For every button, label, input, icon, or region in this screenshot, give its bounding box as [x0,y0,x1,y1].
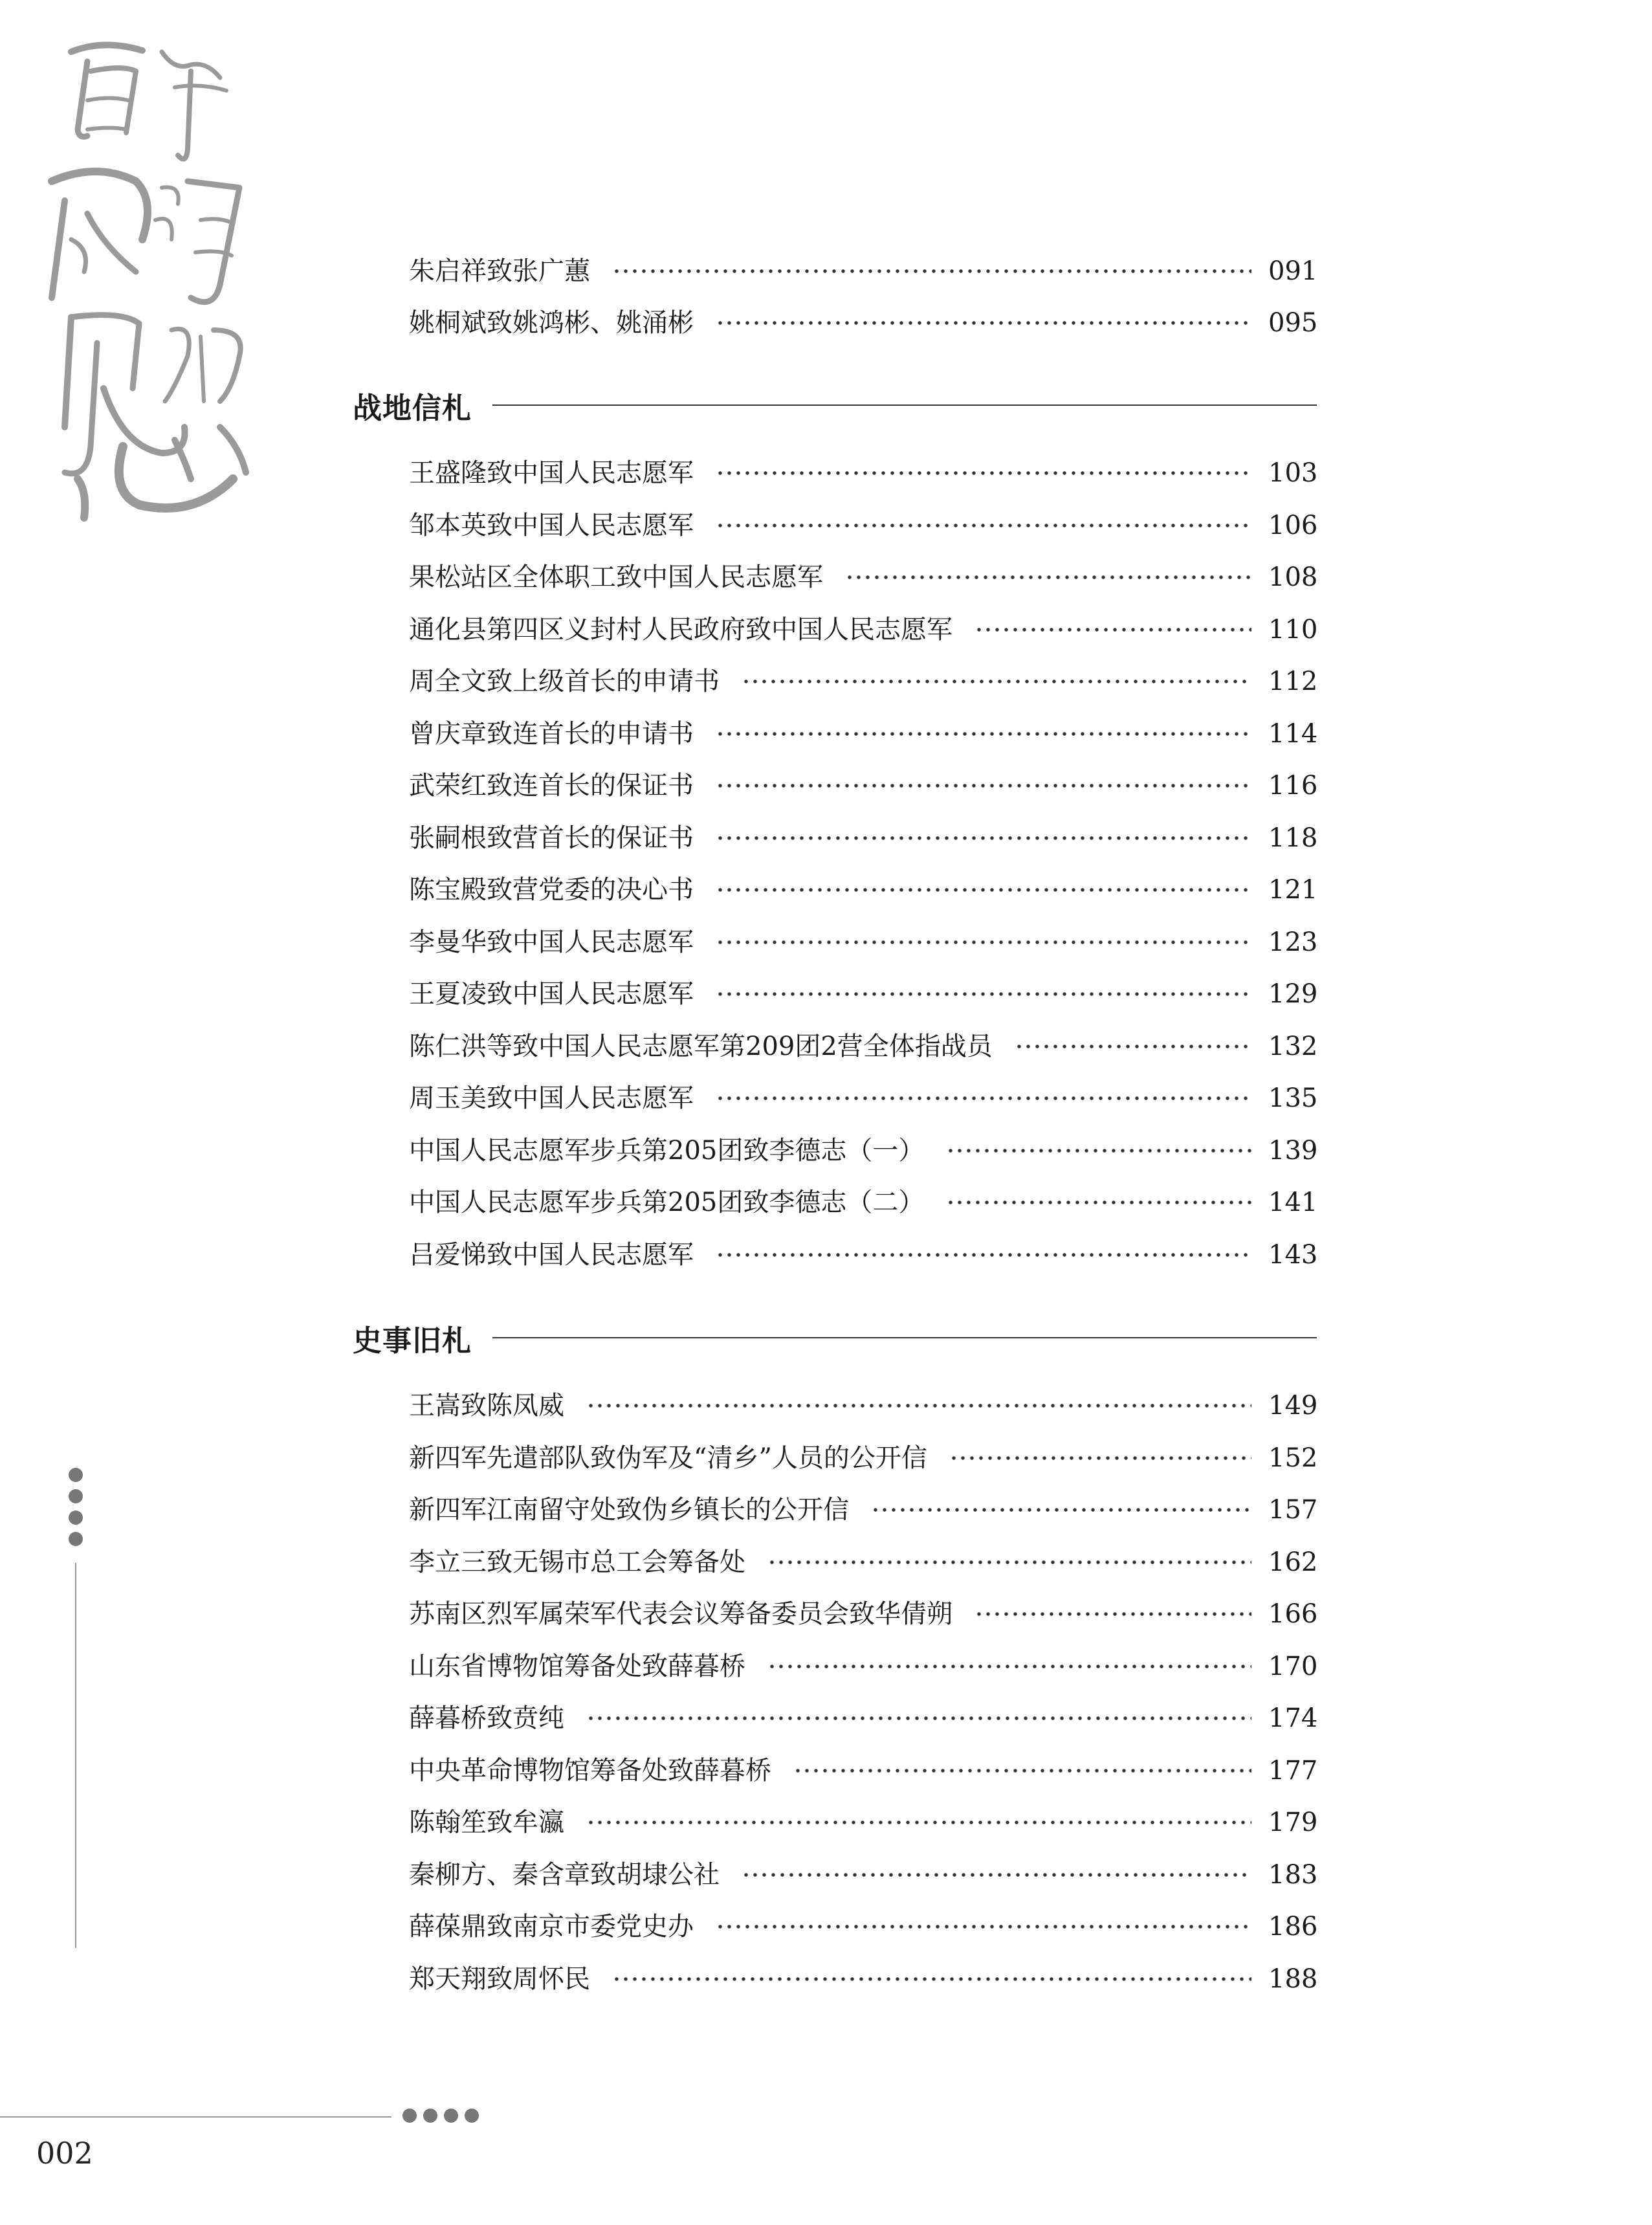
toc-entry[interactable] [409,1591,1318,1637]
toc-entry-page: 183 [1268,1860,1318,1890]
toc-entry[interactable] [409,711,1318,757]
toc-entry-page: 121 [1268,875,1318,905]
dot-leader [716,470,1251,476]
toc-entry-title: 曾庆章致连首长的申请书 [409,719,694,749]
toc-entry-title: 周玉美致中国人民志愿军 [409,1083,694,1113]
toc-entry[interactable] [409,1180,1318,1225]
toc-entry-title: 周全文致上级首长的申请书 [409,667,720,696]
toc-entry[interactable] [409,971,1318,1017]
toc-entry[interactable] [409,1748,1318,1793]
calligraphy-title-art [26,26,259,531]
toc-entry-page: 149 [1268,1391,1318,1421]
toc-entry-page: 129 [1268,979,1318,1009]
toc-entry-page: 091 [1268,256,1318,286]
toc-entry-title: 新四军先遣部队致伪军及“清乡”人员的公开信 [409,1443,927,1473]
dot-leader [793,1768,1251,1773]
side-divider-line [75,1563,76,1948]
footer-divider-line [0,2116,391,2118]
dot-leader [946,1200,1251,1205]
section-title: 战地信札 [353,390,472,425]
dot-leader [767,1560,1251,1565]
dot-leader [949,1456,1251,1461]
dot-leader [767,1664,1251,1669]
dot-leader [612,1976,1251,1982]
dot-leader [845,575,1251,580]
toc-entry[interactable] [409,1540,1318,1585]
toc-entry-page: 112 [1268,667,1318,696]
dot-leader [716,940,1251,945]
toc-entry-page: 118 [1268,823,1318,853]
toc-entry-title: 郑天翔致周怀民 [409,1964,590,1994]
toc-entry-page: 106 [1268,511,1318,540]
toc-entry-page: 179 [1268,1808,1318,1837]
dot-leader [716,783,1251,788]
toc-entry[interactable] [409,607,1318,652]
section-heading-historical-letters [353,1312,1317,1364]
toc-entry-title: 通化县第四区义封村人民政府致中国人民志愿军 [409,615,953,645]
toc-entry[interactable] [409,659,1318,704]
toc-entry[interactable] [409,555,1318,600]
toc-entry-page: 108 [1268,562,1318,592]
toc-entry[interactable] [409,867,1318,913]
toc-entry[interactable] [409,1644,1318,1689]
side-dot-ornament [69,1468,94,1553]
toc-entry[interactable] [409,1076,1318,1121]
toc-entry[interactable] [409,300,1318,346]
toc-entry-page: 174 [1268,1703,1318,1733]
dot-icon [69,1468,83,1482]
dot-leader [586,1820,1251,1825]
toc-entry-page: 135 [1268,1083,1318,1113]
dot-leader [946,1148,1251,1153]
toc-entry[interactable] [409,1904,1318,1949]
toc-entry[interactable] [409,920,1318,965]
dot-leader [975,1611,1251,1617]
toc-entry[interactable] [409,450,1318,496]
dot-leader [586,1403,1251,1408]
toc-entry-title: 中国人民志愿军步兵第205团致李德志（一） [409,1136,925,1166]
dot-icon [444,2109,458,2123]
toc-entry-page: 110 [1268,615,1318,645]
dot-leader [716,887,1251,892]
toc-entry-title: 姚桐斌致姚鸿彬、姚涌彬 [409,308,694,338]
dot-icon [402,2109,417,2123]
toc-entry-page: 116 [1268,771,1318,801]
toc-entry-title: 王夏凌致中国人民志愿军 [409,979,694,1009]
toc-entry[interactable] [409,815,1318,861]
toc-entry-page: 141 [1268,1188,1318,1217]
toc-entry-title: 吕爱悌致中国人民志愿军 [409,1240,694,1270]
dot-leader [716,1252,1251,1257]
toc-entry[interactable] [409,1383,1318,1428]
toc-entry-page: 143 [1268,1240,1318,1270]
page-number: 002 [36,2136,93,2171]
toc-entry-title: 山东省博物馆筹备处致薛暮桥 [409,1652,745,1681]
toc-entry-page: 157 [1268,1495,1318,1525]
dot-leader [716,836,1251,841]
dot-leader [975,627,1251,632]
toc-entry[interactable] [409,1696,1318,1741]
footer-dot-ornament [402,2109,485,2123]
section-rule [492,1337,1317,1338]
toc-entry[interactable] [409,1956,1318,2002]
toc-entry[interactable] [409,1800,1318,1845]
toc-entry[interactable] [409,763,1318,808]
toc-entry-page: 166 [1268,1599,1318,1629]
dot-leader [716,523,1251,528]
toc-entry-title: 新四军江南留守处致伪乡镇长的公开信 [409,1495,849,1525]
dot-leader [1015,1044,1251,1049]
toc-entry-title: 邹本英致中国人民志愿军 [409,511,694,540]
toc-entry-page: 139 [1268,1136,1318,1166]
toc-entry[interactable] [409,1024,1318,1069]
toc-entry-page: 188 [1268,1964,1318,1994]
section-title: 史事旧札 [353,1323,472,1358]
dot-leader [716,731,1251,736]
toc-entry-title: 李曼华致中国人民志愿军 [409,927,694,957]
toc-entry-title: 陈翰笙致牟瀛 [409,1808,564,1837]
toc-entry[interactable] [409,1487,1318,1533]
toc-entry-title: 苏南区烈军属荣军代表会议筹备委员会致华倩朔 [409,1599,953,1629]
dot-leader [871,1507,1251,1512]
toc-entry[interactable] [409,249,1318,294]
dot-leader [716,991,1251,997]
toc-entry-title: 王嵩致陈凤威 [409,1391,564,1421]
dot-icon [69,1489,83,1503]
toc-entry-title: 秦柳方、秦含章致胡埭公社 [409,1860,720,1890]
section-heading-battlefield-letters [353,379,1317,431]
toc-entry-title: 中国人民志愿军步兵第205团致李德志（二） [409,1188,925,1217]
toc-entry-title: 李立三致无锡市总工会筹备处 [409,1547,745,1577]
section-rule [492,404,1317,406]
dot-leader [612,269,1251,274]
toc-entry-title: 王盛隆致中国人民志愿军 [409,458,694,488]
dot-leader [742,679,1251,684]
toc-entry-title: 张嗣根致营首长的保证书 [409,823,694,853]
toc-entry-page: 114 [1268,719,1318,749]
dot-icon [423,2109,437,2123]
toc-entry[interactable] [409,1852,1318,1898]
toc-entry-title: 陈宝殿致营党委的决心书 [409,875,694,905]
toc-entry-page: 123 [1268,927,1318,957]
dot-leader [716,1096,1251,1101]
toc-entry-title: 武荣红致连首长的保证书 [409,771,694,801]
calligraphy-icon [26,26,259,531]
toc-entry[interactable] [409,1435,1318,1481]
toc-entry-title: 中央革命博物馆筹备处致薛暮桥 [409,1756,771,1786]
toc-entry-page: 170 [1268,1652,1318,1681]
toc-entry-title: 薛暮桥致贲纯 [409,1703,564,1733]
dot-leader [716,1924,1251,1929]
dot-leader [716,320,1251,326]
dot-icon [69,1532,83,1546]
toc-entry[interactable] [409,1232,1318,1278]
toc-entry-page: 095 [1268,308,1318,338]
toc-entry[interactable] [409,1128,1318,1173]
dot-icon [69,1511,83,1525]
toc-entry-title: 果松站区全体职工致中国人民志愿军 [409,562,823,592]
toc-entry-page: 162 [1268,1547,1318,1577]
toc-entry-title: 陈仁洪等致中国人民志愿军第209团2营全体指战员 [409,1032,993,1061]
toc-entry-page: 103 [1268,458,1318,488]
toc-entry-page: 177 [1268,1756,1318,1786]
toc-entry-page: 132 [1268,1032,1318,1061]
toc-entry-page: 152 [1268,1443,1318,1473]
toc-entry-title: 朱启祥致张广蕙 [409,256,590,286]
dot-icon [465,2109,479,2123]
dot-leader [586,1716,1251,1721]
toc-entry-title: 薛葆鼎致南京市委党史办 [409,1912,694,1942]
toc-entry[interactable] [409,503,1318,548]
toc-entry-page: 186 [1268,1912,1318,1942]
dot-leader [742,1872,1251,1877]
